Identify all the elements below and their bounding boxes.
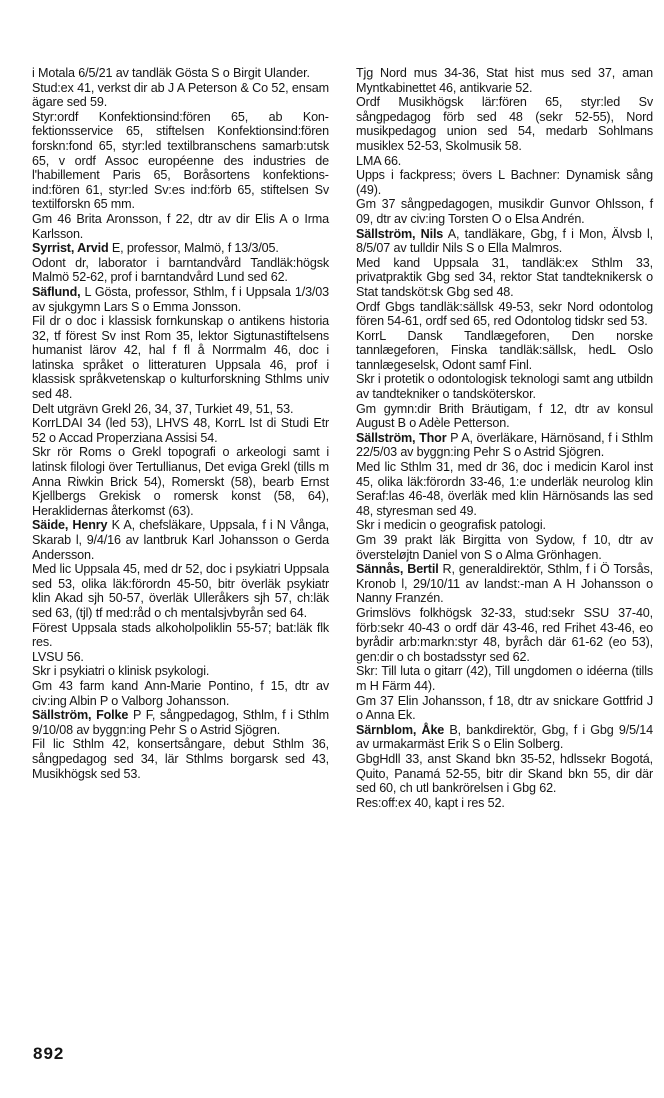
entry-text: Gm 37 sångpedagogen, musikdir Gunvor Ohlsson, f 09, dtr av civ:ing Torsten O o Elsa Andrén. bbox=[356, 197, 653, 226]
entry-name: Säflund, bbox=[32, 284, 81, 299]
entry-text: Med lic Uppsala 45, med dr 52, doc i psykiatri Uppsala sed 53, olika läk:förordn 45-50, bitr överläk psykiatr klin Akad sjh 50-57, överläk Ulleråkers sjh 57, ch:läk sed 63, (tjl) tf med:råd o ch mentalsjvbyrån sed 64. bbox=[32, 562, 329, 620]
biography-paragraph bbox=[32, 679, 329, 708]
entry-text: Ordf Gbgs tandläk:sällsk 49-53, sekr Nord odontolog fören 54-61, ordf sed 65, red Odontolog tidskr sed 53. bbox=[356, 299, 653, 329]
entry-text: Delt utgrävn Grekl 26, 34, 37, Turkiet 49, 51, 53. bbox=[32, 401, 294, 416]
biography-paragraph bbox=[356, 154, 653, 169]
entry-text: Stud:ex 41, verkst dir ab J A Peterson & Co 52, ensam ägare sed 59. bbox=[32, 80, 329, 110]
entry-text: KorrL Dansk Tandlægeforen, Den norske tannlægeforen, Finska tandläk:sällsk, hedL Oslo tannlægeselsk, Odont samf Finl. bbox=[356, 328, 653, 372]
entry-text: A, tandläkare, Gbg, f i Mon, Älvsb l, 8/5/07 av tulldir Nils S o Ella Malmros. bbox=[356, 226, 653, 256]
entry-name: Sällström, Nils bbox=[356, 226, 444, 241]
biography-entry-heading bbox=[356, 562, 653, 606]
biography-paragraph bbox=[356, 256, 653, 300]
biography-paragraph bbox=[32, 621, 329, 650]
biography-paragraph bbox=[356, 329, 653, 373]
entry-text: Tjg Nord mus 34-36, Stat hist mus sed 37, aman Myntkabinettet 46, antikvarie 52. bbox=[356, 66, 653, 95]
entry-text: i Motala 6/5/21 av tandläk Gösta S o Birgit Ulander. bbox=[32, 66, 310, 80]
biography-paragraph bbox=[32, 562, 329, 620]
entry-text: Med lic Sthlm 31, med dr 36, doc i medicin Karol inst 45, olika läk:förordn 33-46, 1:e underläk neurolog klin Seraf:las 46-48, överläk med klin Härnösands las sed 48, styresman sed 49. bbox=[356, 460, 653, 518]
biography-paragraph bbox=[356, 168, 653, 197]
biography-paragraph bbox=[32, 314, 329, 402]
biography-paragraph bbox=[32, 650, 329, 665]
entry-text: Skr rör Roms o Grekl topografi o arkeologi samt i latinsk filologi över Tertullianus, Det eviga Grekl (tills m Anna Riwkin Brick 54), Romerskt (58), bearb Ernst Kjellbergs Grekisk o romersk konst (58, 64), Heraklidernas återkomst (63). bbox=[32, 445, 329, 518]
left-column bbox=[32, 66, 329, 781]
entry-name: Syrrist, Arvid bbox=[32, 241, 109, 256]
entry-text: Skr i medicin o geografisk patologi. bbox=[356, 518, 546, 533]
biography-paragraph bbox=[356, 402, 653, 431]
biography-paragraph bbox=[356, 66, 653, 95]
biography-paragraph bbox=[356, 300, 653, 329]
biography-paragraph bbox=[32, 445, 329, 518]
biography-paragraph bbox=[356, 796, 653, 811]
biography-paragraph bbox=[356, 95, 653, 153]
entry-text: Res:off:ex 40, kapt i res 52. bbox=[356, 795, 505, 810]
entry-text: R, generaldirektör, Sthlm, f i Ö Torsås, Kronob l, 29/10/11 av landst:-man A H Johansson o Nanny Franzén. bbox=[356, 562, 653, 606]
entry-text: Gm 39 prakt läk Birgitta von Sydow, f 10, dtr av översteløjtn Daniel von S o Alma Grönhagen. bbox=[356, 533, 653, 562]
entry-text: Gm gymn:dir Brith Bräutigam, f 12, dtr av konsul August B o Adèle Petterson. bbox=[356, 401, 653, 431]
biography-paragraph bbox=[32, 212, 329, 241]
entry-name: Sännås, Bertil bbox=[356, 562, 439, 577]
entry-text: Med kand Uppsala 31, tandläk:ex Sthlm 33, privatpraktik Gbg sed 34, rektor Stat tandteknikersk o Stat tandsköt:sk Gbg sed 48. bbox=[356, 255, 653, 299]
biography-paragraph bbox=[356, 460, 653, 518]
entry-text: Grimslövs folkhögsk 32-33, stud:sekr SSU 37-40, förb:sekr 40-43 o ordf där 43-46, red Frihet 43-46, eo byrådir arb:markn:styr 48, byråch där 61-62 (eo 53), gen:dir o ch bostadsstyr sed 62. bbox=[356, 605, 653, 664]
entry-text: Gm 43 farm kand Ann-Marie Pontino, f 15, dtr av civ:ing Albin P o Valborg Johansson. bbox=[32, 678, 329, 708]
entry-text: Gm 46 Brita Aronsson, f 22, dtr av dir Elis A o Irma Karlsson. bbox=[32, 211, 329, 241]
biography-paragraph bbox=[32, 110, 329, 212]
entry-text: Skr: Till luta o gitarr (42), Till ungdomen o idéerna (tills m H Färm 44). bbox=[356, 664, 653, 693]
biography-paragraph bbox=[356, 606, 653, 664]
biography-entry-heading bbox=[32, 241, 329, 256]
entry-text: GbgHdll 33, anst Skand bkn 35-52, hdlssekr Bogotá, Quito, Panamá 52-55, bitr dir Skand bkn 55, dir där sed 60, ch utl bankrörelsen i Gbg 62. bbox=[356, 751, 653, 796]
biography-paragraph bbox=[32, 737, 329, 781]
biography-paragraph bbox=[32, 256, 329, 285]
biography-paragraph bbox=[356, 518, 653, 533]
entry-text: LVSU 56. bbox=[32, 649, 84, 664]
entry-text: Skr i psykiatri o klinisk psykologi. bbox=[32, 664, 210, 679]
entry-text: E, professor, Malmö, f 13/3/05. bbox=[108, 241, 279, 256]
entry-text: P F, sångpedagog, Sthlm, f i Sthlm 9/10/08 av byggn:ing Pehr S o Astrid Sjögren. bbox=[32, 708, 329, 737]
entry-text: Odont dr, laborator i barntandvård Tandläk:högsk Malmö 52-62, prof i barntandvård Lund sed 62. bbox=[32, 255, 329, 285]
biography-entry-heading bbox=[356, 227, 653, 256]
entry-text: Förest Uppsala stads alkoholpoliklin 55-57; bat:läk flk res. bbox=[32, 620, 329, 650]
entry-text: K A, chefsläkare, Uppsala, f i N Vånga, Skarab l, 9/4/16 av lantbruk Karl Johansson o Gerda Andersson. bbox=[32, 518, 329, 562]
biography-paragraph bbox=[356, 752, 653, 796]
entry-text: Gm 37 Elin Johansson, f 18, dtr av snickare Gottfrid J o Anna Ek. bbox=[356, 693, 653, 723]
biography-paragraph bbox=[32, 402, 329, 417]
entry-text: KorrLDAI 34 (led 53), LHVS 48, KorrL Ist di Studi Etr 52 o Accad Properziana Assisi 54. bbox=[32, 416, 329, 445]
entry-text: Fil lic Sthlm 42, konsertsångare, debut Sthlm 36, sångpedagog sed 34, lär Sthlms borgarsk sed 43, Musikhögsk sed 53. bbox=[32, 737, 329, 781]
entry-name: Säide, Henry bbox=[32, 518, 108, 533]
entry-text: Skr i protetik o odontologisk teknologi samt ang utbildn av tandtekniker o tandsköterskor. bbox=[356, 372, 653, 402]
biography-paragraph bbox=[356, 197, 653, 226]
entry-text: Styr:ordf Konfektionsind:fören 65, ab Konfektionsservice 65, stiftelsen Konfektionsind:fören forskn:fond 65, styr:led textilbranschens samarb:utsk 65, v ordf Assoc européenne des industries de l'habillement Paris 65, Boråsortens konfektionsind:fören 61, styr:led Sv:es ind:förb 65, stiftelsen Sv textilforskn 65 mm. bbox=[32, 109, 329, 212]
biography-paragraph bbox=[356, 694, 653, 723]
biography-paragraph bbox=[356, 664, 653, 693]
page-number: 892 bbox=[33, 1044, 65, 1063]
entry-text: L Gösta, professor, Sthlm, f i Uppsala 1/3/03 av sjukgymn Lars S o Emma Jonsson. bbox=[32, 284, 329, 314]
biography-paragraph bbox=[32, 66, 329, 81]
entry-name: Sällström, Thor bbox=[356, 430, 447, 445]
entry-name: Särnblom, Åke bbox=[356, 722, 445, 737]
biography-entry-heading bbox=[32, 708, 329, 737]
biography-entry-heading bbox=[32, 285, 329, 314]
entry-text: Ordf Musikhögsk lär:fören 65, styr:led Sv sångpedagog förb sed 48 (sekr 52-55), Nord musikpedagog union sed 54, medarb Sohlmans musiklex 52-53, Skolmusik 58. bbox=[356, 95, 653, 153]
entry-text: B, bankdirektör, Gbg, f i Gbg 9/5/14 av urmakarmäst Erik S o Elin Solberg. bbox=[356, 722, 653, 752]
entry-text: Upps i fackpress; övers L Bachner: Dynamisk sång (49). bbox=[356, 168, 653, 197]
biography-paragraph bbox=[32, 81, 329, 110]
biography-entry-heading bbox=[356, 431, 653, 460]
biography-paragraph bbox=[32, 416, 329, 445]
biography-paragraph bbox=[32, 664, 329, 679]
entry-text: LMA 66. bbox=[356, 153, 402, 168]
biography-entry-heading bbox=[32, 518, 329, 562]
biography-paragraph bbox=[356, 533, 653, 562]
biography-paragraph bbox=[356, 372, 653, 401]
right-column bbox=[356, 66, 653, 810]
entry-name: Sällström, Folke bbox=[32, 708, 129, 723]
entry-text: Fil dr o doc i klassisk fornkunskap o antikens historia 32, tf förest Sv inst Rom 35, lektor Sigtunastiftelsens humanist lärov 42, hal f fl å Norrmalm 46, doc i latinska språket o litteraturen Uppsala 46, prof i klassisk språkvetenskap o kulturforskning Sthlms univ sed 48. bbox=[32, 314, 329, 402]
biography-entry-heading bbox=[356, 723, 653, 752]
entry-text: P A, överläkare, Härnösand, f i Sthlm 22/5/03 av byggn:ing Pehr S o Astrid Sjögren. bbox=[356, 430, 653, 460]
